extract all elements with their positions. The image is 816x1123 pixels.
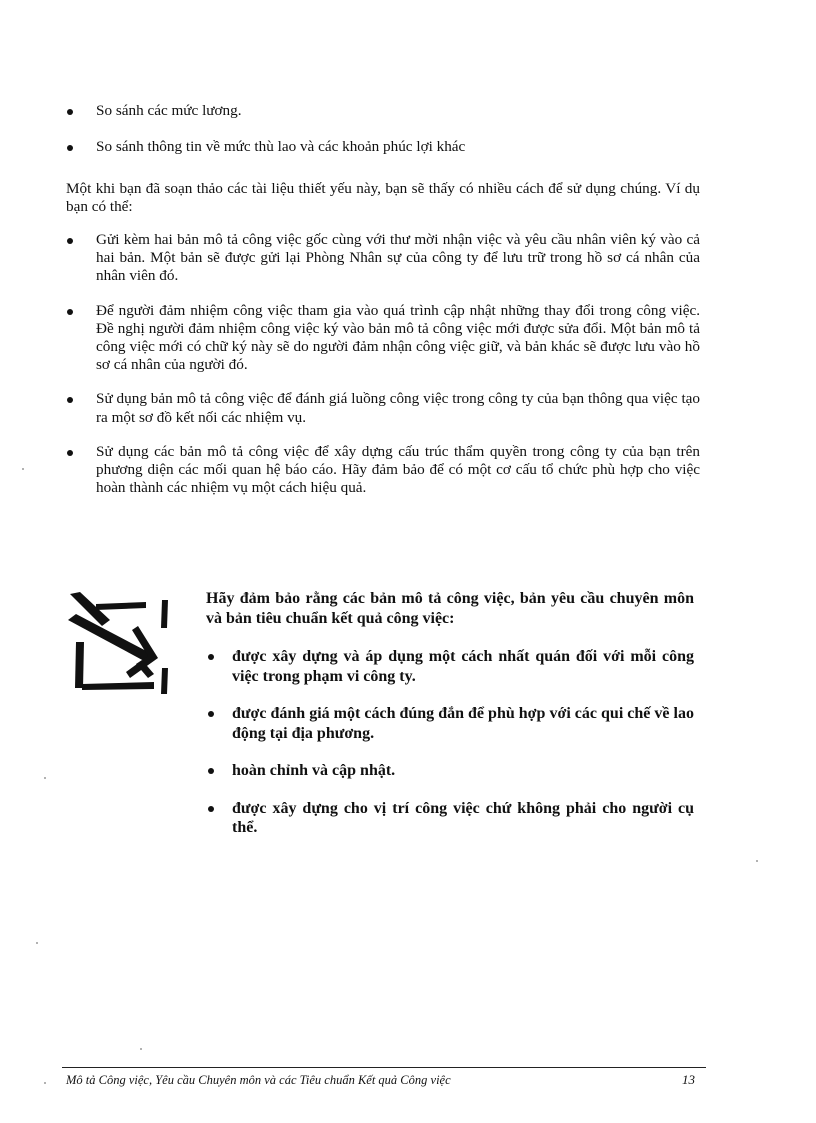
scan-speck [44, 1082, 46, 1084]
list-item [66, 390, 700, 426]
list-item-text: Gửi kèm hai bản mô tả công việc gốc cùng với thư mời nhận việc và yêu cầu nhân viên ký vào cả hai bản. Một bản sẽ được gửi lại Phòng Nhân sự của công ty để lưu trữ trong hồ sơ cá nhân của nhân viên đó. [96, 231, 700, 285]
scan-speck [140, 1048, 142, 1050]
bullet-icon [67, 397, 73, 403]
list-item-text: được đánh giá một cách đúng đắn để phù hợp với các qui chế về lao động tại địa phương. [232, 705, 694, 742]
bullet-icon [67, 309, 73, 315]
footer-title: Mô tả Công việc, Yêu cầu Chuyên môn và các Tiêu chuẩn Kết quả Công việc [66, 1073, 451, 1087]
list-item [206, 761, 694, 781]
list-item [206, 647, 694, 686]
list-item [206, 704, 694, 743]
tip-heading: Hãy đảm bảo rằng các bản mô tả công việc, bản yêu cầu chuyên môn và bản tiêu chuẩn kết quả công việc: [206, 590, 694, 627]
list-item-text: được xây dựng và áp dụng một cách nhất quán đối với mỗi công việc trong phạm vi công ty. [232, 648, 694, 685]
intro-paragraph: Một khi bạn đã soạn thảo các tài liệu thiết yếu này, bạn sẽ thấy có nhiều cách để sử dụng chúng. Ví dụ bạn có thể: [66, 180, 700, 216]
bullet-icon [208, 711, 214, 717]
bullet-icon [67, 145, 73, 151]
scan-speck [756, 860, 758, 862]
bullet-icon [208, 768, 214, 774]
list-item-text: hoàn chỉnh và cập nhật. [232, 762, 396, 779]
list-item [66, 302, 700, 375]
list-item-text: được xây dựng cho vị trí công việc chứ không phải cho người cụ thể. [232, 799, 694, 836]
list-item [206, 799, 694, 838]
list-item-text: So sánh các mức lương. [96, 102, 242, 119]
bullet-icon [208, 654, 214, 660]
bullet-icon [67, 450, 73, 456]
footer-divider [62, 1067, 706, 1068]
page-number: 13 [682, 1072, 695, 1087]
bullet-icon [67, 238, 73, 244]
list-item [66, 138, 700, 156]
list-item-text: Sử dụng các bản mô tả công việc để xây dựng cấu trúc thẩm quyền trong công ty của bạn trên phương diện các mối quan hệ báo cáo. Hãy đảm bảo để có một cơ cấu tổ chức phù hợp cho việc hoàn thành các nhiệm vụ một cách hiệu quả. [96, 442, 700, 497]
list-item-text: Sử dụng bản mô tả công việc để đánh giá luồng công việc trong công ty của bạn thông qua việc tạo ra một sơ đồ kết nối các nhiệm vụ. [96, 390, 700, 426]
bullet-icon [208, 806, 214, 812]
tip-callout [206, 589, 694, 856]
tip-bullet-list [206, 647, 694, 838]
list-item [66, 102, 700, 120]
scan-speck [36, 942, 38, 944]
list-item [66, 231, 700, 286]
arrow-into-box-icon [66, 590, 184, 696]
list-item-text: Để người đảm nhiệm công việc tham gia vào quá trình cập nhật những thay đổi trong công việc. Đề nghị người đảm nhiệm công việc ký vào bản mô tả công việc mới được sửa đổi. Một bản mô tả công việc mới có chữ ký này sẽ do người đảm nhận công việc giữ, và bản khác sẽ được lưu vào hồ sơ cá nhân của người đó. [96, 301, 700, 374]
bullet-icon [67, 109, 73, 115]
list-item-text: So sánh thông tin về mức thù lao và các khoản phúc lợi khác [96, 138, 466, 156]
usage-bullet-list [66, 231, 700, 513]
list-item [66, 443, 700, 498]
scan-speck [44, 777, 46, 779]
scan-speck [22, 468, 24, 470]
comparison-bullet-list [66, 102, 700, 174]
